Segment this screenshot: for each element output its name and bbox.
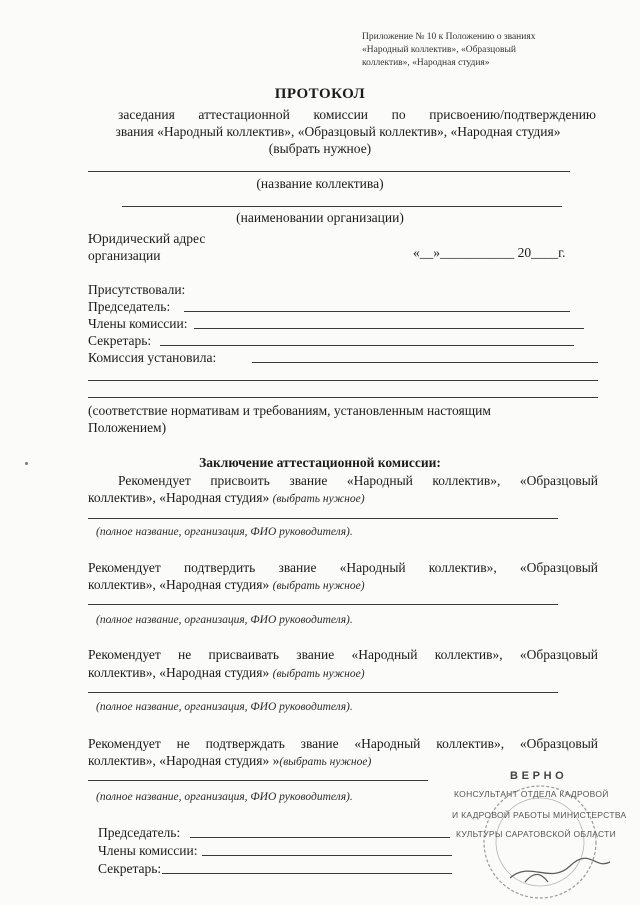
subtitle-line-3: (выбрать нужное) [268,141,372,156]
appendix-line-3: коллектив», «Народная студия» [362,58,490,68]
established-line-1[interactable] [252,362,598,363]
organization-caption: (наименовании организации) [236,210,404,225]
footer-secretary-label: Секретарь: [98,861,162,876]
chairman-line[interactable] [184,311,570,312]
commission-established-label: Комиссия установила: [88,350,217,365]
established-line-2[interactable] [88,380,598,381]
subtitle-line-2: звания «Народный коллектив», «Образцовый коллектив», «Народная студия» [115,124,561,139]
rec2-line[interactable] [88,604,558,605]
present-label: Присутствовали: [88,282,186,297]
document-title: ПРОТОКОЛ [274,86,366,102]
rec1-line-2: коллектив», «Народная студия» (выбрать нужное) [88,490,365,505]
footer-secretary-line[interactable] [162,873,452,874]
rec4-caption: (полное название, организация, ФИО руководителя). [96,791,353,803]
rec2-line-1: Рекомендует подтвердить звание «Народный коллектив», «Образцовый [88,560,598,575]
rec3-line[interactable] [88,692,558,693]
organization-name-line[interactable] [122,206,562,207]
rec1-choose: (выбрать нужное) [272,493,365,505]
rec3-choose: (выбрать нужное) [272,668,365,680]
rec1-line-1: Рекомендует присвоить звание «Народный коллектив», «Образцовый [118,473,598,488]
established-line-3[interactable] [88,397,598,398]
rec2-line-2: коллектив», «Народная студия» (выбрать нужное) [88,577,365,592]
appendix-line-1: Приложение № 10 к Положению о званиях [362,32,536,42]
rec2-choose: (выбрать нужное) [272,580,365,592]
legal-address-label: Юридический адрес [88,231,206,246]
collective-caption: (название коллектива) [256,176,384,191]
rec3-line-1: Рекомендует не присваивать звание «Народный коллектив», «Образцовый [88,647,598,662]
members-label: Члены комиссии: [88,316,188,331]
members-line[interactable] [194,328,584,329]
legal-address-label-2: организации [88,248,161,263]
secretary-label: Секретарь: [88,333,152,348]
footer-members-label: Члены комиссии: [98,843,198,858]
appendix-line-2: «Народный коллектив», «Образцовый [362,45,516,55]
stamp-verno: В Е Р Н О [510,770,565,782]
stamp-line-1: КОНСУЛЬТАНТ ОТДЕЛА КАДРОВОЙ [454,789,609,799]
chairman-label: Председатель: [88,299,171,314]
collective-name-line[interactable] [88,171,570,172]
rec4-choose: (выбрать нужное) [279,756,372,768]
compliance-note-1: (соответствие нормативам и требованиям, установленным настоящим [88,403,491,418]
rec4-line-2: коллектив», «Народная студия» »(выбрать нужное) [88,753,372,768]
stamp-line-3: КУЛЬТУРЫ САРАТОВСКОЙ ОБЛАСТИ [456,829,617,839]
rec4-line-1: Рекомендует не подтверждать звание «Народный коллектив», «Образцовый [88,736,598,751]
rec3-line-2: коллектив», «Народная студия» (выбрать нужное) [88,665,365,680]
secretary-line[interactable] [160,345,574,346]
footer-chairman-label: Председатель: [98,825,181,840]
rec3-caption: (полное название, организация, ФИО руководителя). [96,701,353,713]
stamp-line-2: И КАДРОВОЙ РАБОТЫ МИНИСТЕРСТВА [452,810,627,820]
subtitle-line-1: заседания аттестационной комиссии по присвоению/подтверждению [118,107,596,122]
compliance-note-2: Положением) [88,420,167,435]
footer-members-line[interactable] [202,855,452,856]
rec2-caption: (полное название, организация, ФИО руководителя). [96,614,353,626]
rec1-line[interactable] [88,518,558,519]
footer-chairman-line[interactable] [190,837,450,838]
conclusion-title: Заключение аттестационной комиссии: [199,455,441,470]
date-field[interactable]: «__»___________ 20____г. [413,245,566,260]
rec1-caption: (полное название, организация, ФИО руководителя). [96,526,353,538]
rec4-line[interactable] [88,780,428,781]
